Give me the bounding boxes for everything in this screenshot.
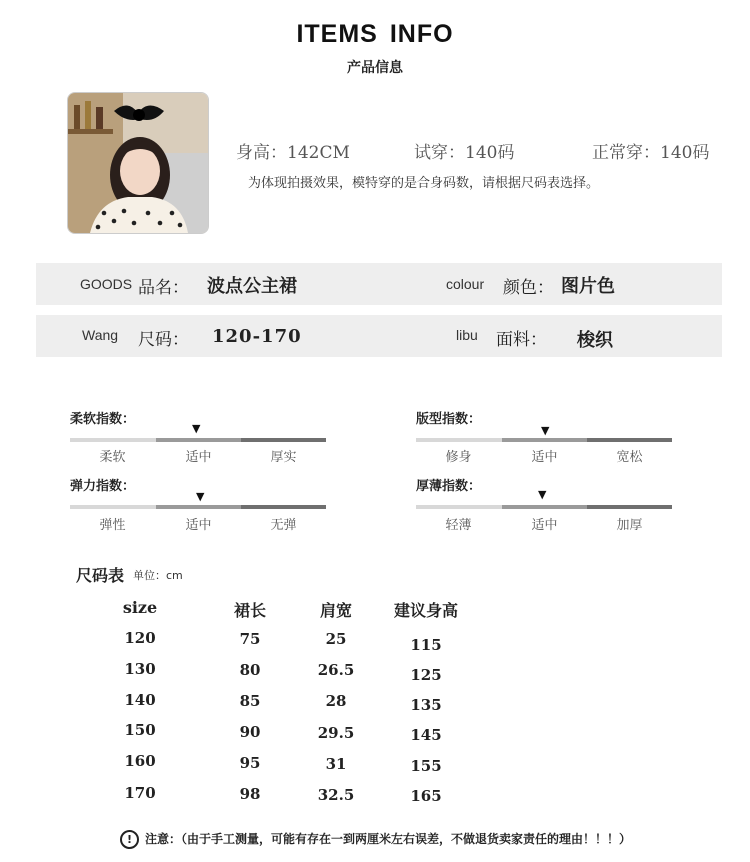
cell-size: 140 [124, 691, 156, 709]
warning-icon: ! [120, 830, 139, 849]
fit-index-title: 版型指数： [416, 412, 482, 427]
cell-shoulder: 32.5 [317, 786, 355, 804]
cell-length: 98 [239, 785, 261, 803]
cell-shoulder: 31 [325, 755, 347, 773]
model-note: 为体现拍摄效果，模特穿的是合身码数，请根据尺码表选择。 [248, 176, 600, 191]
fit-label-mid: 适中 [531, 450, 558, 465]
cell-height: 125 [410, 666, 442, 684]
fit-marker-icon: ▼ [541, 424, 550, 437]
colour-label-en: colour [446, 276, 485, 292]
elasticity-label-high: 无弹 [270, 518, 297, 533]
cell-height: 165 [410, 787, 442, 805]
col-head-shoulder: 肩宽 [319, 601, 352, 620]
fabric-label-en: libu [456, 327, 478, 343]
cell-shoulder: 26.5 [317, 661, 355, 679]
softness-marker-icon: ▼ [192, 422, 201, 435]
elasticity-label-mid: 适中 [185, 518, 212, 533]
elasticity-marker-icon: ▼ [196, 490, 205, 503]
cell-size: 170 [124, 784, 156, 802]
model-normal-size: 正常穿：140码 [592, 143, 710, 163]
cell-size: 130 [124, 660, 156, 678]
softness-label-low: 柔软 [99, 450, 126, 465]
model-photo [67, 92, 209, 234]
softness-label-mid: 适中 [185, 450, 212, 465]
cell-shoulder: 29.5 [317, 724, 355, 742]
elasticity-bar [70, 505, 326, 509]
cell-size: 120 [124, 629, 156, 647]
fit-label-low: 修身 [445, 450, 472, 465]
colour-value: 图片色 [561, 276, 615, 297]
elasticity-label-low: 弹性 [99, 518, 126, 533]
cell-height: 135 [410, 696, 442, 714]
goods-name-value: 波点公主裙 [207, 276, 297, 297]
softness-index-title: 柔软指数： [70, 412, 136, 427]
cell-length: 85 [239, 692, 261, 710]
model-try-on: 试穿：140码 [414, 143, 515, 163]
cell-size: 150 [124, 721, 156, 739]
cell-height: 145 [410, 726, 442, 744]
fit-label-high: 宽松 [616, 450, 643, 465]
elasticity-index-title: 弹力指数： [70, 479, 136, 494]
col-head-length: 裙长 [233, 601, 266, 620]
size-label-en: Wang [82, 327, 119, 343]
softness-label-high: 厚实 [270, 450, 297, 465]
cell-length: 80 [239, 661, 261, 679]
cell-size: 160 [124, 752, 156, 770]
model-photo-image [68, 93, 208, 233]
thickness-label-low: 轻薄 [445, 518, 472, 533]
cell-length: 90 [239, 723, 261, 741]
thickness-index-title: 厚薄指数： [416, 479, 482, 494]
colour-label-cn: 颜色： [503, 278, 554, 298]
fit-bar [416, 438, 672, 442]
thickness-label-high: 加厚 [616, 518, 643, 533]
size-table-heading: 尺码表 [76, 566, 125, 585]
note-text: （由于手工测量，可能有存在一到两厘米左右误差，不做退货卖家责任的理由！！！） [181, 832, 632, 846]
col-head-size: size [122, 598, 158, 617]
cell-shoulder: 25 [325, 630, 347, 648]
size-label-cn: 尺码： [138, 330, 189, 350]
cell-length: 95 [239, 754, 261, 772]
cell-shoulder: 28 [325, 692, 347, 710]
fabric-label-cn: 面料： [496, 330, 547, 350]
model-height: 身高：142CM [236, 143, 350, 163]
col-head-height: 建议身高 [393, 601, 458, 620]
title-word-items: ITEMS [296, 20, 378, 48]
measurement-note [120, 830, 631, 849]
note-label: 注意： [145, 832, 182, 846]
cell-height: 115 [410, 636, 442, 654]
goods-label-en: GOODS [80, 276, 133, 292]
thickness-bar [416, 505, 672, 509]
page-subtitle: 产品信息 [347, 60, 403, 76]
size-range-value: 120-170 [212, 326, 302, 347]
goods-label-cn: 品名： [138, 278, 189, 298]
softness-bar [70, 438, 326, 442]
thickness-label-mid: 适中 [531, 518, 558, 533]
thickness-marker-icon: ▼ [538, 488, 547, 501]
page-title [0, 20, 750, 49]
cell-height: 155 [410, 757, 442, 775]
cell-length: 75 [239, 630, 261, 648]
size-table-unit: 单位：cm [133, 569, 183, 582]
title-word-info: INFO [389, 20, 454, 48]
fabric-value: 梭织 [577, 330, 613, 351]
